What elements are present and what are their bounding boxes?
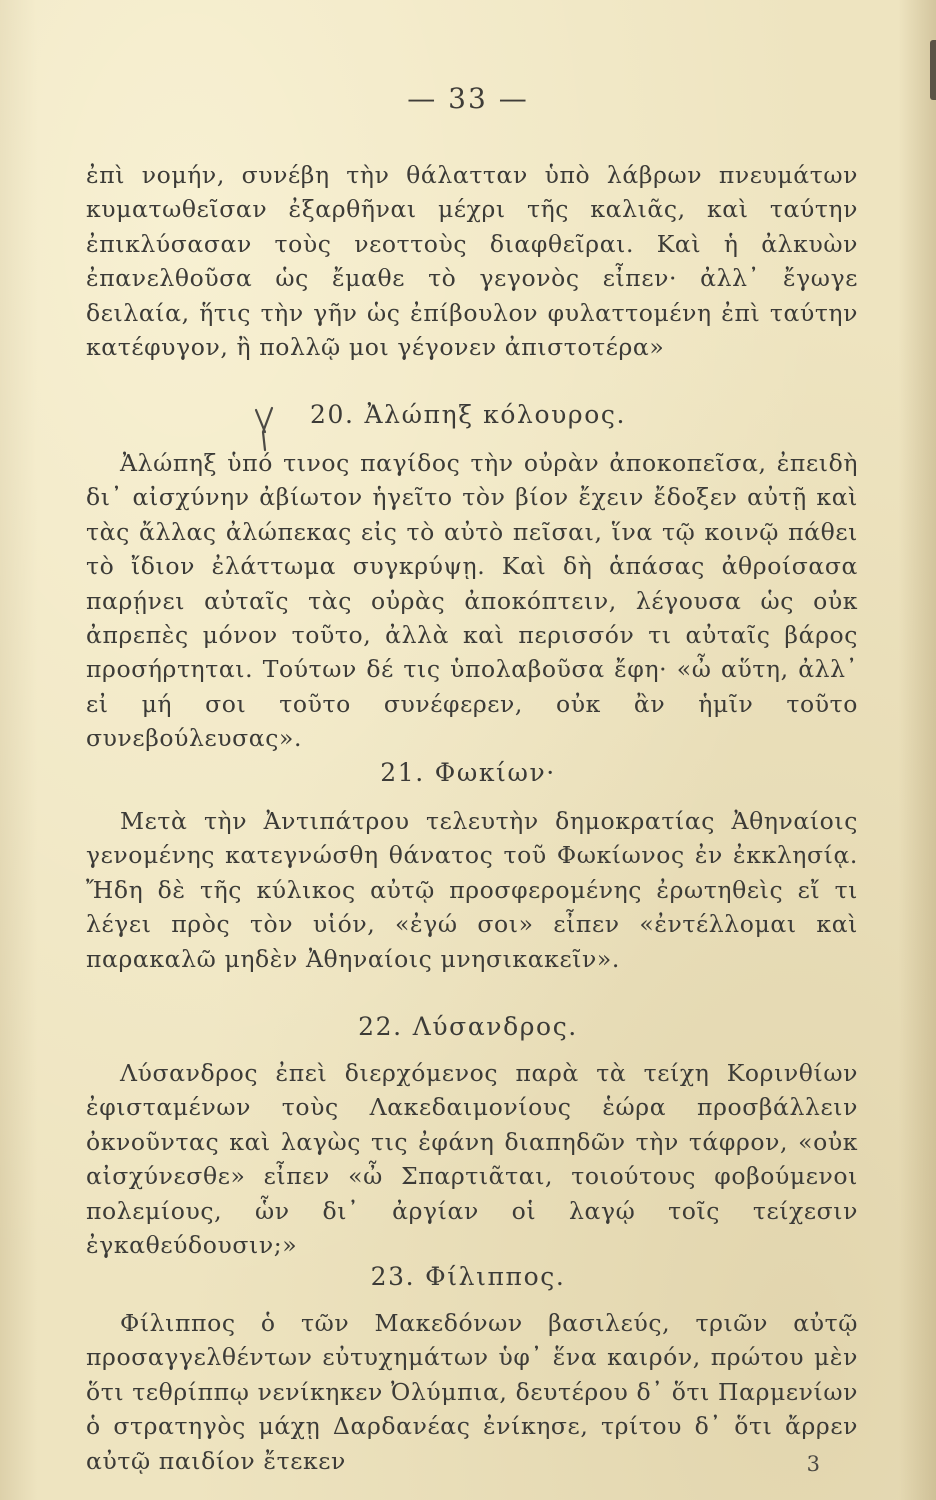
section-text-22: Λύσανδρος ἐπεὶ διερχόμενος παρὰ τὰ τείχη Κορινθίων ἐφισταμένων τοὺς Λακεδαιμονίους ἑώρα προσβάλλειν ὀκνοῦντας καὶ λαγὼς τις ἐφάνη διαπηδῶν τὴν τάφρον, «οὐκ αἰσχύνεσθε» εἶπεν «ὦ Σπαρτιᾶται, τοιούτους φοβούμενοι πολεμίους, ὧν δι᾽ ἀργίαν οἱ λαγῴ τοῖς τείχεσιν ἐγκαθεύδουσιν;» — [86, 1059, 858, 1260]
section-heading-23 — [0, 1262, 936, 1291]
section-number-20: 20. — [309, 400, 355, 429]
intro-paragraph: ἐπὶ νομήν, συνέβη τὴν θάλατταν ὑπὸ λάβρων πνευμάτων κυματωθεῖσαν ἐξαρθῆναι μέχρι τῆς καλιᾶς, καὶ ταύτην ἐπικλύσασαν τοὺς νεοττοὺς διαφθεῖραι. Καὶ ἡ ἀλκυὼν ἐπανελθοῦσα ὡς ἔμαθε τὸ γεγονὸς εἶπεν· ἀλλ᾽ ἔγωγε δειλαία, ἥτις τὴν γῆν ὡς ἐπίβουλον φυλαττομένη ἐπὶ ταύτην κατέφυγον, ἢ πολλῷ μοι γέγονεν ἀπιστοτέρα» — [86, 161, 858, 362]
section-title-21: Φωκίων· — [434, 758, 556, 787]
section-title-20: Ἀλώπηξ κόλουρος. — [364, 400, 627, 429]
section-number-21: 21. — [380, 758, 425, 787]
section-title-23: Φίλιππος. — [425, 1262, 566, 1291]
section-heading-21 — [0, 758, 936, 787]
section-number-23: 23. — [370, 1262, 416, 1291]
printer-signature-mark: 3 — [806, 1452, 820, 1476]
section-heading-20 — [0, 400, 936, 429]
section-text-23: Φίλιππος ὁ τῶν Μακεδόνων βασιλεύς, τριῶν αὐτῷ προσαγγελθέντων εὐτυχημάτων ὑφ᾽ ἕνα καιρόν, πρώτου μὲν ὅτι τεθρίππῳ νενίκηκεν Ὀλύμπια, δευτέρου δ᾽ ὅτι Παρμενίων ὁ στρατηγὸς μάχῃ Δαρδανέας ἐνίκησε, τρίτου δ᾽ ὅτι ἄρρεν αὐτῷ παιδίον ἔτεκεν — [86, 1309, 858, 1475]
section-text-21: Μετὰ τὴν Ἀντιπάτρου τελευτὴν δημοκρατίας Ἀθηναίοις γενομένης κατεγνώσθη θάνατος τοῦ Φωκίωνος ἐν ἐκκλησίᾳ. Ἤδη δὲ τῆς κύλικος αὐτῷ προσφερομένης ἐρωτηθεὶς εἴ τι λέγει πρὸς τὸν υἱόν, «ἐγώ σοι» εἶπεν «ἐντέλλομαι καὶ παρακαλῶ μηδὲν Ἀθηναίοις μνησικακεῖν». — [86, 807, 858, 973]
page-number: — 33 — — [407, 82, 529, 115]
section-number-22: 22. — [358, 1012, 403, 1041]
section-heading-22 — [0, 1012, 936, 1041]
section-text-20: Ἀλώπηξ ὑπό τινος παγίδος τὴν οὐρὰν ἀποκοπεῖσα, ἐπειδὴ δι᾽ αἰσχύνην ἀβίωτον ἡγεῖτο τὸν βίον ἔχειν ἔδοξεν αὐτῇ καὶ τὰς ἄλλας ἀλώπεκας εἰς τὸ αὐτὸ πεῖσαι, ἵνα τῷ κοινῷ πάθει τὸ ἴδιον ἐλάττωμα συγκρύψῃ. Καὶ δὴ ἁπάσας ἀθροίσασα παρῄνει αὐταῖς τὰς οὐρὰς ἀποκόπτειν, λέγουσα ὡς οὐκ ἀπρεπὲς μόνον τοῦτο, ἀλλὰ καὶ περισσόν τι αὐταῖς βάρος προσήρτηται. Τούτων δέ τις ὑπολαβοῦσα ἔφη· «ὦ αὕτη, ἀλλ᾽ εἰ μή σοι τοῦτο συνέφερεν, οὐκ ἂν ἡμῖν τοῦτο συνεβούλευσας». — [86, 449, 858, 753]
section-title-22: Λύσανδρος. — [412, 1012, 578, 1041]
